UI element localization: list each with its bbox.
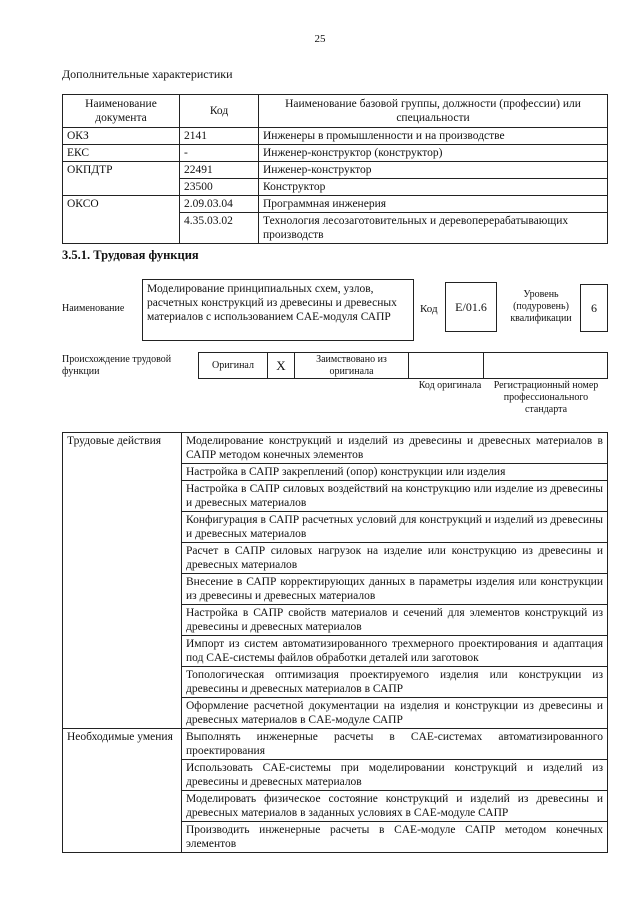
action-item: Моделирование конструкций и изделий из древесины и древесных материалов в САПР методом конечных элементов (182, 433, 608, 464)
original-box: Оригинал (198, 352, 268, 379)
table-header-row (63, 95, 608, 128)
cell-document: ЕКС (63, 145, 180, 162)
cell-document: ОКПДТР (63, 162, 180, 196)
table-row (63, 729, 608, 760)
code-label: Код (420, 303, 438, 315)
action-item: Расчет в САПР силовых нагрузок на изделие или конструкцию из древесины и древесных материалов (182, 543, 608, 574)
skill-item: Моделировать физическое состояние конструкций и изделий из древесины и древесных материалов в заданных условиях в CAE-модуле САПР (182, 791, 608, 822)
cell-code: 4.35.03.02 (180, 213, 259, 244)
action-item: Внесение в САПР корректирующих данных в параметры изделия или конструкции из древесины и древесных материалов (182, 574, 608, 605)
skills-label: Необходимые умения (63, 729, 182, 853)
cell-name: Инженеры в промышленности и на производстве (259, 128, 608, 145)
action-item: Импорт из систем автоматизированного трехмерного проектирования и адаптация под CAE-системы файлов обработки деталей или заготовок (182, 636, 608, 667)
original-mark: X (267, 352, 295, 379)
cell-document: ОКСО (63, 196, 180, 244)
cell-code: 2141 (180, 128, 259, 145)
cell-name: Конструктор (259, 179, 608, 196)
table-row (63, 162, 608, 179)
level-value-box: 6 (580, 284, 608, 332)
labor-actions-table (62, 432, 608, 853)
table-row (63, 433, 608, 464)
cell-code: 2.09.03.04 (180, 196, 259, 213)
level-label: Уровень (подуровень) квалификации (510, 289, 572, 324)
cell-name: Программная инженерия (259, 196, 608, 213)
borrowed-box: Заимствовано из оригинала (294, 352, 409, 379)
action-item: Оформление расчетной документации на изделия и конструкции из древесины и древесных материалов в CAE-модуле САПР (182, 698, 608, 729)
reg-number-label: Регистрационный номер профессионального стандарта (493, 380, 599, 415)
cell-name: Технология лесозаготовительных и деревоперерабатывающих производств (259, 213, 608, 244)
action-item: Настройка в САПР закреплений (опор) конструкции или изделия (182, 464, 608, 481)
original-code-box (408, 352, 484, 379)
action-item: Настройка в САПР свойств материалов и сечений для элементов конструкций из древесины и древесных материалов (182, 605, 608, 636)
table-row (63, 128, 608, 145)
reg-number-box (483, 352, 608, 379)
origin-label: Происхождение трудовой функции (62, 354, 172, 377)
action-item: Конфигурация в САПР расчетных условий для конструкций и изделий из древесины и древесных материалов (182, 512, 608, 543)
actions-label: Трудовые действия (63, 433, 182, 729)
cell-name: Инженер-конструктор (259, 162, 608, 179)
page-number: 25 (314, 33, 326, 45)
header-code: Код (180, 95, 259, 128)
function-name-box: Моделирование принципиальных схем, узлов, расчетных конструкций из древесины и древесных материалов с использованием CAE-модуля САПР (142, 279, 414, 341)
table-row (63, 145, 608, 162)
action-item: Топологическая оптимизация проектируемого изделия или конструкции из древесины и древесных материалов в САПР (182, 667, 608, 698)
action-item: Настройка в САПР силовых воздействий на конструкцию или изделие из древесины и древесных материалов (182, 481, 608, 512)
skill-item: Производить инженерные расчеты в CAE-модуле САПР методом конечных элементов (182, 822, 608, 853)
original-code-label: Код оригинала (418, 380, 482, 391)
table-row (63, 196, 608, 213)
header-group-name: Наименование базовой группы, должности (профессии) или специальности (259, 95, 608, 128)
name-label: Наименование (62, 303, 125, 314)
skill-item: Использовать CAE-системы при моделировании конструкций и изделий из древесины и древесных материалов (182, 760, 608, 791)
cell-document: ОКЗ (63, 128, 180, 145)
cell-code: - (180, 145, 259, 162)
skill-item: Выполнять инженерные расчеты в CAE-системах автоматизированного проектирования (182, 729, 608, 760)
cell-code: 22491 (180, 162, 259, 179)
cell-code: 23500 (180, 179, 259, 196)
labor-function-heading: 3.5.1. Трудовая функция (62, 248, 199, 262)
function-code-box: E/01.6 (445, 282, 497, 332)
additional-characteristics-title: Дополнительные характеристики (62, 67, 233, 81)
cell-name: Инженер-конструктор (конструктор) (259, 145, 608, 162)
additional-characteristics-table (62, 94, 608, 244)
header-document: Наименование документа (63, 95, 180, 128)
